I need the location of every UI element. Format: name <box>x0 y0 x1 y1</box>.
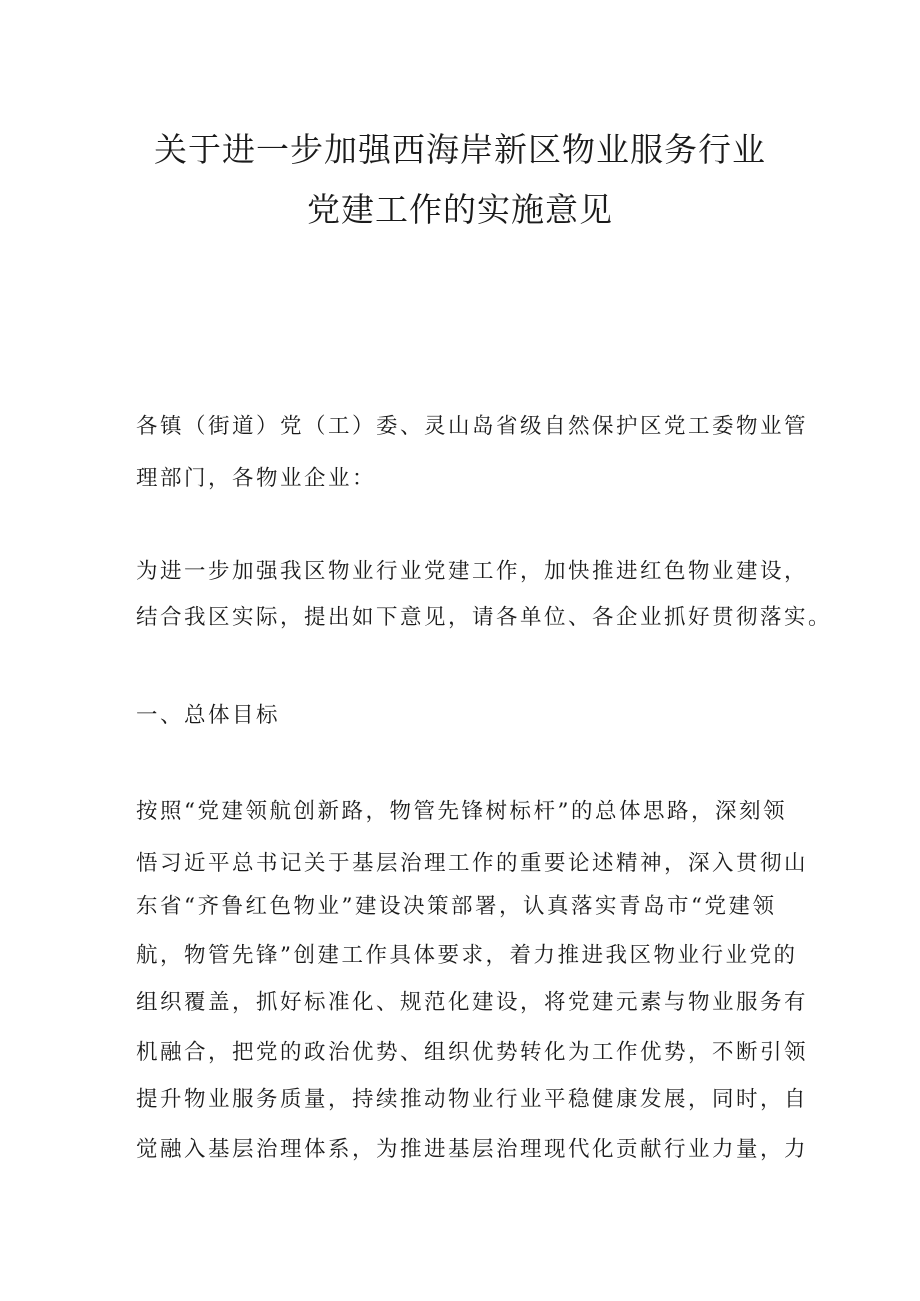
document-title-line-2: 党建工作的实施意见 <box>307 190 613 229</box>
body-line: 按照“党建领航创新路，物管先锋树标杆”的总体思路，深刻领 <box>136 799 787 824</box>
section-heading: 一、总体目标 <box>136 703 281 728</box>
body-line: 提升物业服务质量，持续推动物业行业平稳健康发展，同时，自 <box>136 1087 809 1112</box>
document-title-line-1: 关于进一步加强西海岸新区物业服务行业 <box>154 130 766 169</box>
intro-line: 结合我区实际，提出如下意见，请各单位、各企业抓好贯彻落实。 <box>136 605 833 630</box>
body-line: 悟习近平总书记关于基层治理工作的重要论述精神，深入贯彻山 <box>136 851 809 876</box>
body-line: 东省“齐鲁红色物业”建设决策部署，认真落实青岛市“党建领 <box>136 894 777 919</box>
body-line: 觉融入基层治理体系，为推进基层治理现代化贡献行业力量，力 <box>136 1137 809 1162</box>
body-line: 组织覆盖，抓好标准化、规范化建设，将党建元素与物业服务有 <box>136 990 809 1015</box>
body-line: 航，物管先锋”创建工作具体要求，着力推进我区物业行业党的 <box>136 943 798 968</box>
intro-line: 为进一步加强我区物业行业党建工作，加快推进红色物业建设， <box>136 559 809 584</box>
salutation-line: 各镇（街道）党（工）委、灵山岛省级自然保护区党工委物业管 <box>136 414 809 439</box>
body-line: 机融合，把党的政治优势、组织优势转化为工作优势，不断引领 <box>136 1040 809 1065</box>
salutation-line: 理部门，各物业企业： <box>136 466 377 491</box>
